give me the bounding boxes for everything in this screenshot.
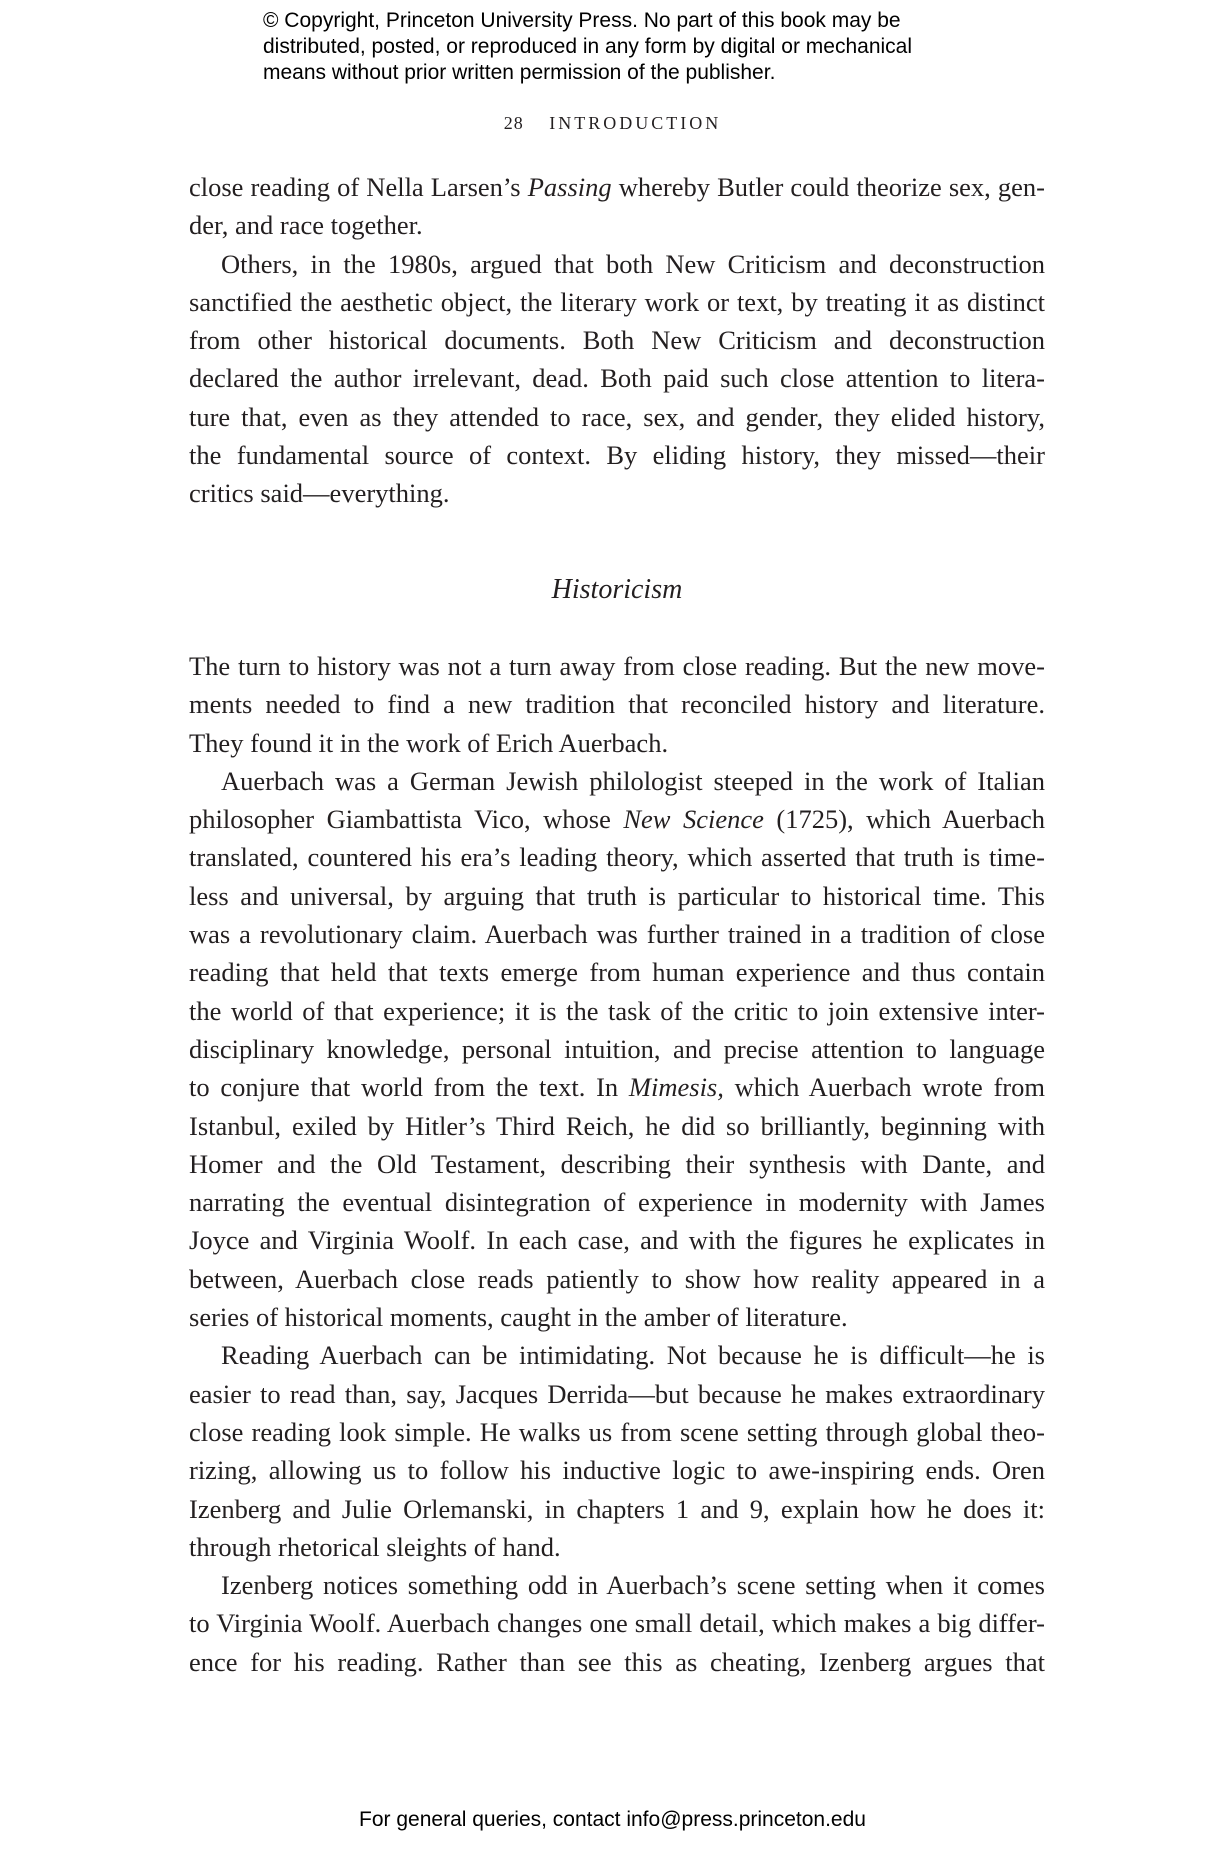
text-line: close reading look simple. He walks us from scene setting through global theo-: [189, 1416, 1045, 1447]
text-line: series of historical moments, caught in the amber of literature.: [189, 1302, 848, 1333]
text-line: through rhetorical sleights of hand.: [189, 1531, 561, 1562]
text-line: to Virginia Woolf. Auerbach changes one small detail, which makes a big differ-: [189, 1608, 1045, 1639]
text-line: Izenberg and Julie Orlemanski, in chapters 1 and 9, explain how he does it:: [189, 1493, 1045, 1524]
text-line: easier to read than, say, Jacques Derrida—but because he makes extraordinary: [189, 1378, 1045, 1409]
footer-contact: For general queries, contact info@press.princeton.edu: [359, 1808, 866, 1831]
text-line: the world of that experience; it is the task of the critic to join extensive inter-: [189, 995, 1045, 1026]
text-line: Homer and the Old Testament, describing their synthesis with Dante, and: [189, 1148, 1045, 1179]
text-line: They found it in the work of Erich Auerbach.: [189, 727, 669, 758]
text-line: [189, 168, 1045, 206]
text-run: philosopher Giambattista Vico, whose: [189, 804, 624, 835]
text-line: between, Auerbach close reads patiently to show how reality appeared in a: [189, 1263, 1045, 1294]
text-line: Auerbach was a German Jewish philologist steeped in the work of Italian: [221, 765, 1045, 796]
text-line: was a revolutionary claim. Auerbach was further trained in a tradition of close: [189, 919, 1045, 950]
body-text: [189, 168, 1045, 1681]
copyright-notice: [263, 8, 1003, 86]
text-line: declared the author irrelevant, dead. Both paid such close attention to litera-: [189, 363, 1045, 394]
text-line: sanctified the aesthetic object, the literary work or text, by treating it as distinct: [189, 286, 1045, 317]
copyright-line-1: © Copyright, Princeton University Press. No part of this book may be: [263, 9, 901, 32]
book-title-mimesis: Mimesis,: [628, 1072, 724, 1103]
paragraph-5: [189, 1336, 1045, 1566]
copyright-line-2: distributed, posted, or reproduced in any form by digital or mechanical: [263, 35, 913, 58]
text-line: disciplinary knowledge, personal intuition, and precise attention to language: [189, 1033, 1045, 1064]
text-run: which Auerbach wrote from: [723, 1072, 1045, 1103]
text-line: rizing, allowing us to follow his inductive logic to awe-inspiring ends. Oren: [189, 1455, 1045, 1486]
paragraph-4: [189, 762, 1045, 1336]
text-line: der, and race together.: [189, 210, 423, 241]
page-number: 28: [503, 113, 524, 133]
text-line: the fundamental source of context. By eliding history, they missed—their: [189, 440, 1045, 471]
text-run: whereby Butler could theorize sex, gen-: [611, 172, 1045, 202]
text-line: Joyce and Virginia Woolf. In each case, and with the figures he explicates in: [189, 1225, 1045, 1256]
book-title-new-science: New Science: [623, 804, 764, 835]
text-line: ence for his reading. Rather than see this as cheating, Izenberg argues that: [189, 1646, 1045, 1677]
text-line: reading that held that texts emerge from human experience and thus contain: [189, 957, 1045, 988]
text-line: translated, countered his era’s leading theory, which asserted that truth is time-: [189, 842, 1045, 873]
text-line: Istanbul, exiled by Hitler’s Third Reich, he did so brilliantly, beginning with: [189, 1110, 1045, 1141]
text-line: narrating the eventual disintegration of experience in modernity with James: [189, 1187, 1045, 1218]
text-line: [189, 1068, 1045, 1106]
paragraph-2: [189, 245, 1045, 513]
paragraph-1: [189, 168, 1045, 245]
text-line: [189, 800, 1045, 838]
text-line: Reading Auerbach can be intimidating. Not because he is difficult—he is: [221, 1340, 1045, 1371]
text-line: critics said—everything.: [189, 478, 450, 509]
running-head-section: INTRODUCTION: [549, 113, 722, 133]
text-line: ture that, even as they attended to race, sex, and gender, they elided history,: [189, 401, 1045, 432]
section-heading: Historicism: [551, 573, 683, 605]
text-line: Others, in the 1980s, argued that both New Criticism and deconstruction: [221, 248, 1045, 279]
text-run: to conjure that world from the text. In: [189, 1072, 629, 1103]
text-line: Izenberg notices something odd in Auerbach’s scene setting when it comes: [221, 1570, 1045, 1601]
copyright-line-3: means without prior written permission of the publisher.: [263, 61, 776, 84]
text-line: The turn to history was not a turn away from close reading. But the new move-: [189, 650, 1045, 681]
book-title-passing: Passing: [527, 172, 612, 202]
text-run: close reading of Nella Larsen’s: [189, 172, 528, 202]
paragraph-6: [189, 1566, 1045, 1681]
running-head: [0, 113, 1225, 134]
text-line: from other historical documents. Both New Criticism and deconstruction: [189, 325, 1045, 356]
text-line: ments needed to find a new tradition that reconciled history and literature.: [189, 689, 1045, 720]
text-line: less and universal, by arguing that truth is particular to historical time. This: [189, 880, 1045, 911]
text-run: (1725), which Auerbach: [763, 804, 1045, 835]
paragraph-3: [189, 647, 1045, 762]
